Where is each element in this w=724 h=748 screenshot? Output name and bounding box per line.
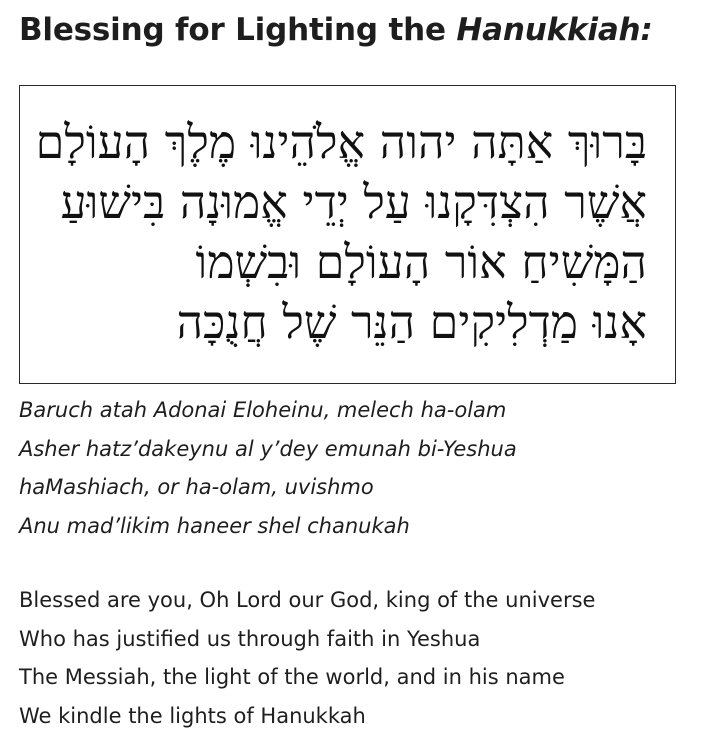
translation-block — [19, 581, 595, 735]
title-emphasis: Hanukkiah: — [456, 12, 653, 48]
hebrew-line-2: אֲשֶׁר הִצְדִּקָנוּ עַל יְדֵי אֱמוּנָה בִּישׁוּעַ — [60, 175, 647, 229]
hebrew-line-3: הַמָּשִׁיחַ אוֹר הָעוֹלָם וּבִשְׁמוֹ — [195, 235, 647, 289]
hebrew-line-4: אָנוּ מַדְלִיקִים הַנֵּר שֶׁל חֲנֻכָּה — [176, 295, 647, 349]
transliteration-line-1: Baruch atah Adonai Eloheinu, melech ha-olam — [19, 398, 507, 422]
translation-line-1: Blessed are you, Oh Lord our God, king of the universe — [19, 588, 596, 612]
transliteration-line-3: haMashiach, or ha-olam, uvishmo — [19, 475, 374, 499]
title-text: Blessing for Lighting the — [19, 12, 457, 48]
transliteration-line-2: Asher hatz’dakeynu al y’dey emunah bi-Yeshua — [19, 436, 517, 461]
hebrew-line-1: בָּרוּךְ אַתָּה יהוה אֱלֹהֵינוּ מֶלֶךְ הָעוֹלָם — [35, 115, 647, 169]
translation-line-3: The Messiah, the light of the world, and in his name — [19, 665, 565, 689]
transliteration-line-4: Anu mad’likim haneer shel chanukah — [19, 513, 410, 538]
transliteration-block — [19, 391, 517, 545]
page-title — [19, 10, 653, 50]
hebrew-blessing-box — [19, 85, 676, 384]
translation-line-4: We kindle the lights of Hanukkah — [19, 703, 366, 728]
translation-line-2: Who has justified us through faith in Yeshua — [19, 626, 481, 651]
hebrew-blessing-text — [36, 112, 647, 352]
